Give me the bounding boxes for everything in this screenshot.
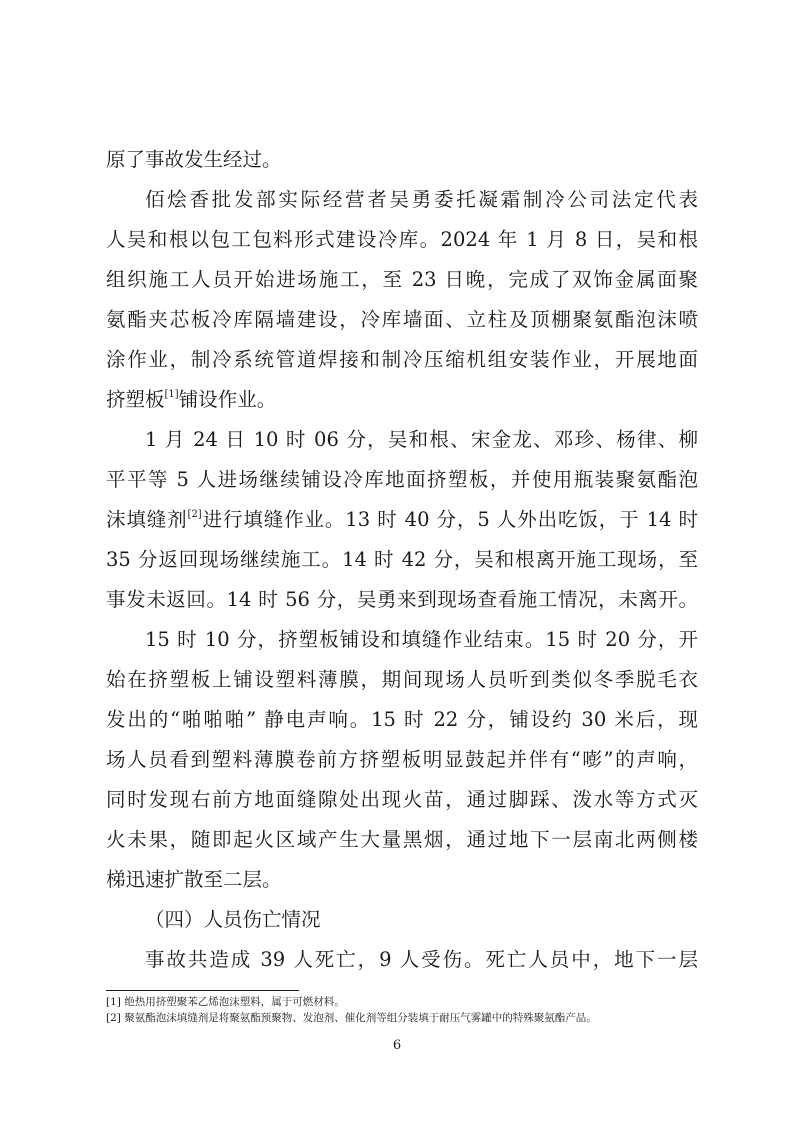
text-line: 原了事故发生经过。 xyxy=(106,148,282,171)
text-span: 挤塑板 xyxy=(106,388,165,411)
text-line: 氨酯夹芯板冷库隔墙建设，冷库墙面、立柱及顶棚聚氨酯泡沫喷 xyxy=(106,308,698,331)
text-span xyxy=(106,508,698,531)
text-line: 1 月 24 日 10 时 06 分，吴和根、宋金龙、邓珍、杨律、柳 xyxy=(145,428,698,451)
text-span: 沫填缝剂 xyxy=(106,508,188,531)
text-line: 场人员看到塑料薄膜卷前方挤塑板明显鼓起并伴有“嘭”的声响， xyxy=(106,748,698,771)
text-line: 发出的“啪啪啪” 静电声响。15 时 22 分，铺设约 30 米后，现 xyxy=(106,708,698,731)
page-number: 6 xyxy=(392,1038,402,1053)
text-line: 火未果，随即起火区域产生大量黑烟，通过地下一层南北两侧楼 xyxy=(106,828,698,851)
text-line: 同时发现右前方地面缝隙处出现火苗，通过脚踩、泼水等方式灭 xyxy=(106,788,698,811)
footnote-divider xyxy=(106,990,299,991)
footnote-2: [2] 聚氨酯泡沫填缝剂是将聚氨酯预聚物、发泡剂、催化剂等组分装填于耐压气雾罐中的特殊聚氨酯产品。 xyxy=(106,1012,597,1024)
text-line: 人吴和根以包工包料形式建设冷库。2024 年 1 月 8 日，吴和根 xyxy=(106,228,698,251)
text-span: 进行填缝作业。13 时 40 分，5 人外出吃饭，于 14 时 xyxy=(201,508,698,531)
footnote-1: [1] 绝热用挤塑聚苯乙烯泡沫塑料，属于可燃材料。 xyxy=(106,996,345,1008)
text-line: 佰烩香批发部实际经营者吴勇委托凝霜制冷公司法定代表 xyxy=(145,188,698,211)
text-line xyxy=(106,380,698,420)
text-line xyxy=(106,500,698,540)
text-line: 事发未返回。14 时 56 分，吴勇来到现场查看施工情况，未离开。 xyxy=(106,588,698,611)
text-line: 始在挤塑板上铺设塑料薄膜，期间现场人员听到类似冬季脱毛衣 xyxy=(106,668,698,691)
text-line: 梯迅速扩散至二层。 xyxy=(106,868,282,891)
text-line: 35 分返回现场继续施工。14 时 42 分，吴和根离开施工现场，至 xyxy=(106,548,698,571)
footnote-ref: [1] xyxy=(164,389,179,400)
text-line: 涂作业，制冷系统管道焊接和制冷压缩机组安装作业，开展地面 xyxy=(106,348,698,371)
text-line: 平平等 5 人进场继续铺设冷库地面挤塑板，并使用瓶装聚氨酯泡 xyxy=(106,468,698,491)
text-line: 15 时 10 分，挤塑板铺设和填缝作业结束。15 时 20 分，开 xyxy=(145,628,698,651)
section-heading: （四）人员伤亡情况 xyxy=(145,908,321,931)
footnote-ref: [2] xyxy=(187,509,202,520)
text-line: 事故共造成 39 人死亡，9 人受伤。死亡人员中，地下一层 xyxy=(145,948,698,971)
text-line: 组织施工人员开始进场施工，至 23 日晚，完成了双饰金属面聚 xyxy=(106,268,698,291)
text-span: 铺设作业。 xyxy=(178,388,277,411)
